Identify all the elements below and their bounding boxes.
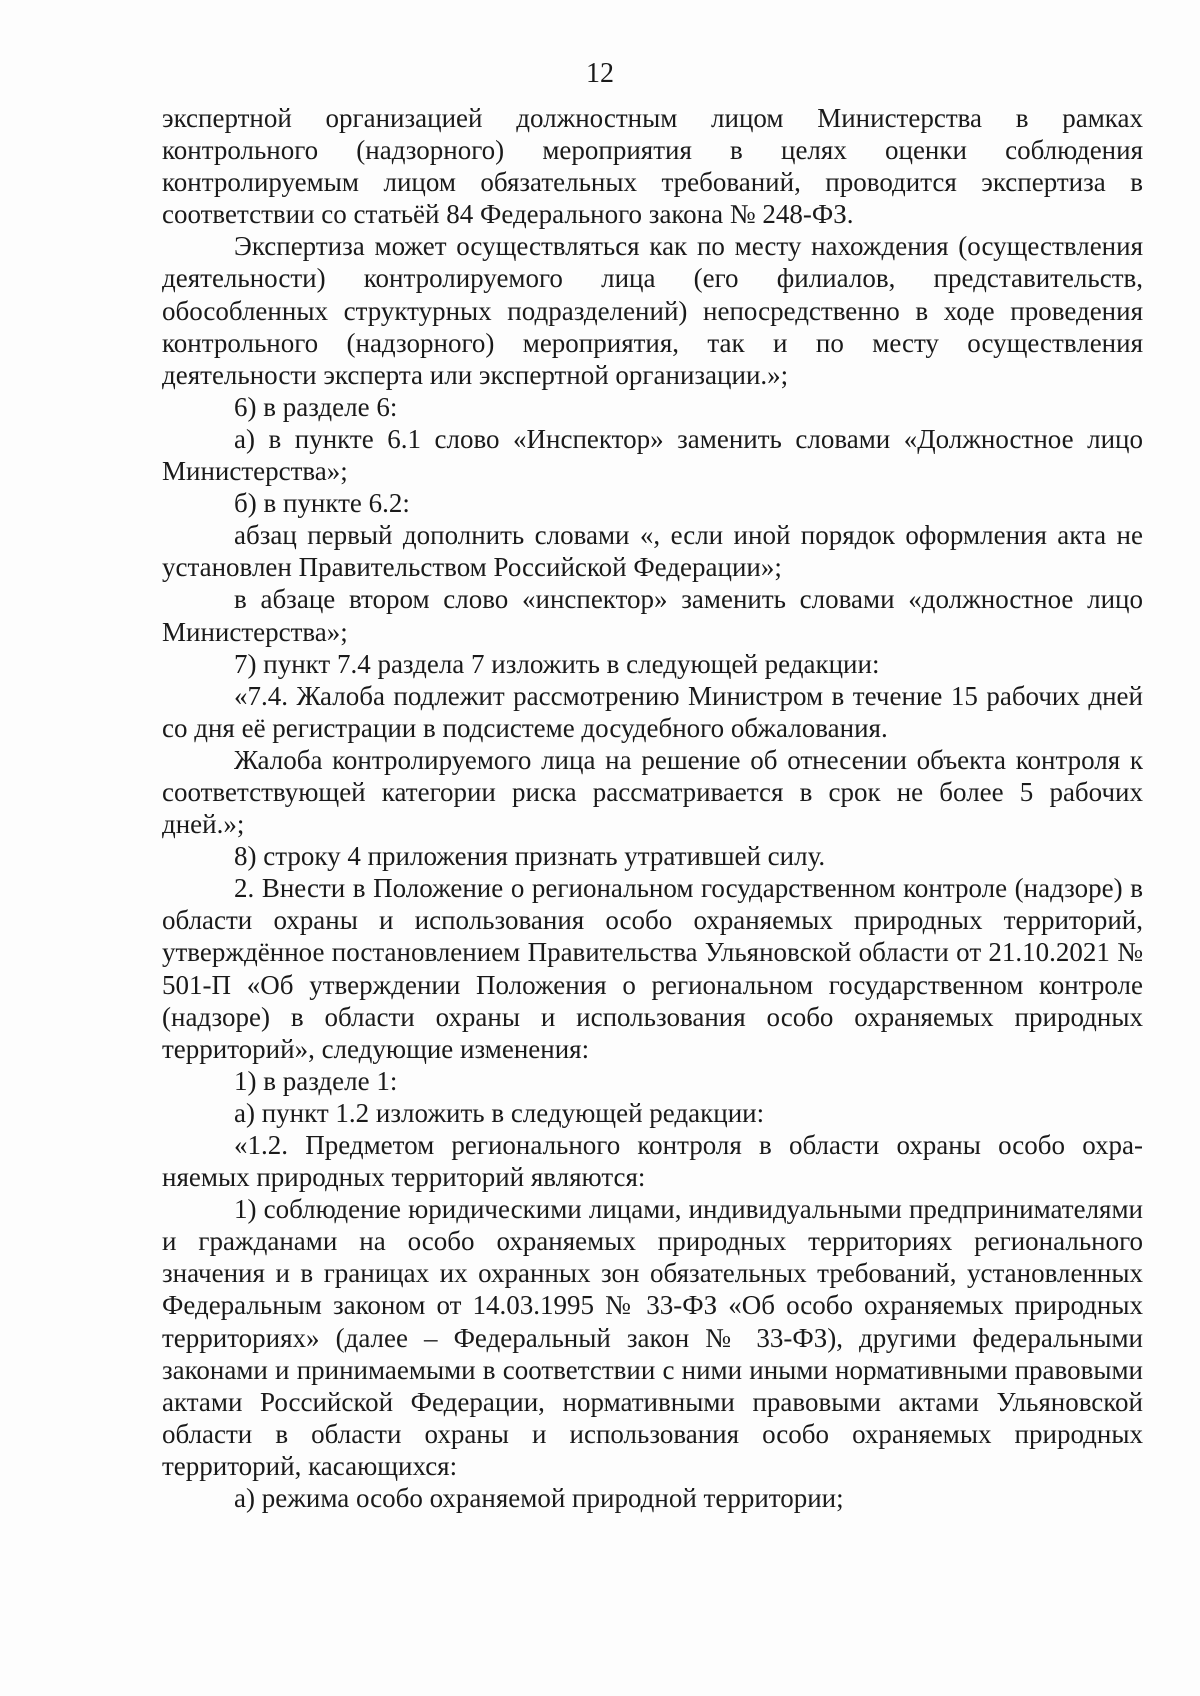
paragraph-expertise-location: Экспертиза может осуществляться как по месту нахождения (осуществления деятельности) контролируемого лица (его филиалов, представительств, обособленных структурных подразделений) непосредственно в ходе проведения контрольного (надзорного) мероприятия, так и по месту осуществления деятельности эксперта или экспертной организации.»; bbox=[162, 231, 1143, 390]
document-body bbox=[162, 102, 1143, 1514]
paragraph-continuation: экспертной организацией должностным лицом Министерства в рамках контрольного (надзорного) мероприятия в целях оценки соблюдения контролируемым лицом обязательных требований, проводится экспертиза в соответствии со статьёй 84 Федерального закона № 248-ФЗ. bbox=[162, 103, 1143, 230]
paragraph-abzac-first: абзац первый дополнить словами «, если иной порядок оформления акта не установлен Правительством Российской Федерации»; bbox=[162, 520, 1143, 583]
paragraph-item-6a: а) в пункте 6.1 слово «Инспектор» заменить словами «Должностное лицо Министерства»; bbox=[162, 423, 1143, 487]
page-number: 12 bbox=[586, 58, 614, 89]
paragraph-item-6: 6) в разделе 6: bbox=[234, 391, 398, 422]
paragraph-clause-1-2: «1.2. Предметом регионального контроля в области охраны особо охра-няемых природных территорий являются: bbox=[162, 1130, 1143, 1193]
paragraph-item-6b: б) в пункте 6.2: bbox=[234, 488, 410, 519]
paragraph-subitem-1: 1) соблюдение юридическими лицами, индивидуальными предпринимателями и гражданами на особо охраняемых природных территориях регионального значения и в границах их охранных зон обязательных требований, установленных Федеральным законом от 14.03.1995 № 33-ФЗ «Об особо охраняемых природных территориях» (далее – Федеральный закон № 33-ФЗ), другими федеральными законами и принимаемыми в соответствии с ними иными нормативными правовыми актами Российской Федерации, нормативными правовыми актами Ульяновской области в области охраны и использования особо охраняемых природных территорий, касающихся: bbox=[162, 1194, 1143, 1481]
paragraph-item-2-amend: 2. Внести в Положение о региональном государственном контроле (надзоре) в области охраны и использования особо охраняемых природных территорий, утверждённое постановлением Правительства Ульяновской области от 21.10.2021 № 501-П «Об утверждении Положения о региональном государственном контроле (надзоре) в области охраны и использования особо охраняемых природных территорий», следующие изменения: bbox=[162, 873, 1143, 1064]
paragraph-abzac-second: в абзаце втором слово «инспектор» заменить словами «должностное лицо Министерства»; bbox=[162, 584, 1143, 647]
paragraph-subitem-a: а) режима особо охраняемой природной территории; bbox=[234, 1483, 844, 1514]
paragraph-item-8: 8) строку 4 приложения признать утратившей силу. bbox=[234, 841, 826, 872]
paragraph-item-7: 7) пункт 7.4 раздела 7 изложить в следующей редакции: bbox=[234, 648, 880, 679]
paragraph-clause-1-2-intro: а) пункт 1.2 изложить в следующей редакции: bbox=[234, 1097, 765, 1128]
paragraph-clause-7-4: «7.4. Жалоба подлежит рассмотрению Министром в течение 15 рабочих дней со дня её регистрации в подсистеме досудебного обжалования. bbox=[162, 680, 1143, 743]
paragraph-complaint-risk: Жалоба контролируемого лица на решение об отнесении объекта контроля к соответствующей категории риска рассматривается в срок не более 5 рабочих дней.»; bbox=[162, 744, 1143, 840]
paragraph-section-1: 1) в разделе 1: bbox=[234, 1065, 398, 1096]
